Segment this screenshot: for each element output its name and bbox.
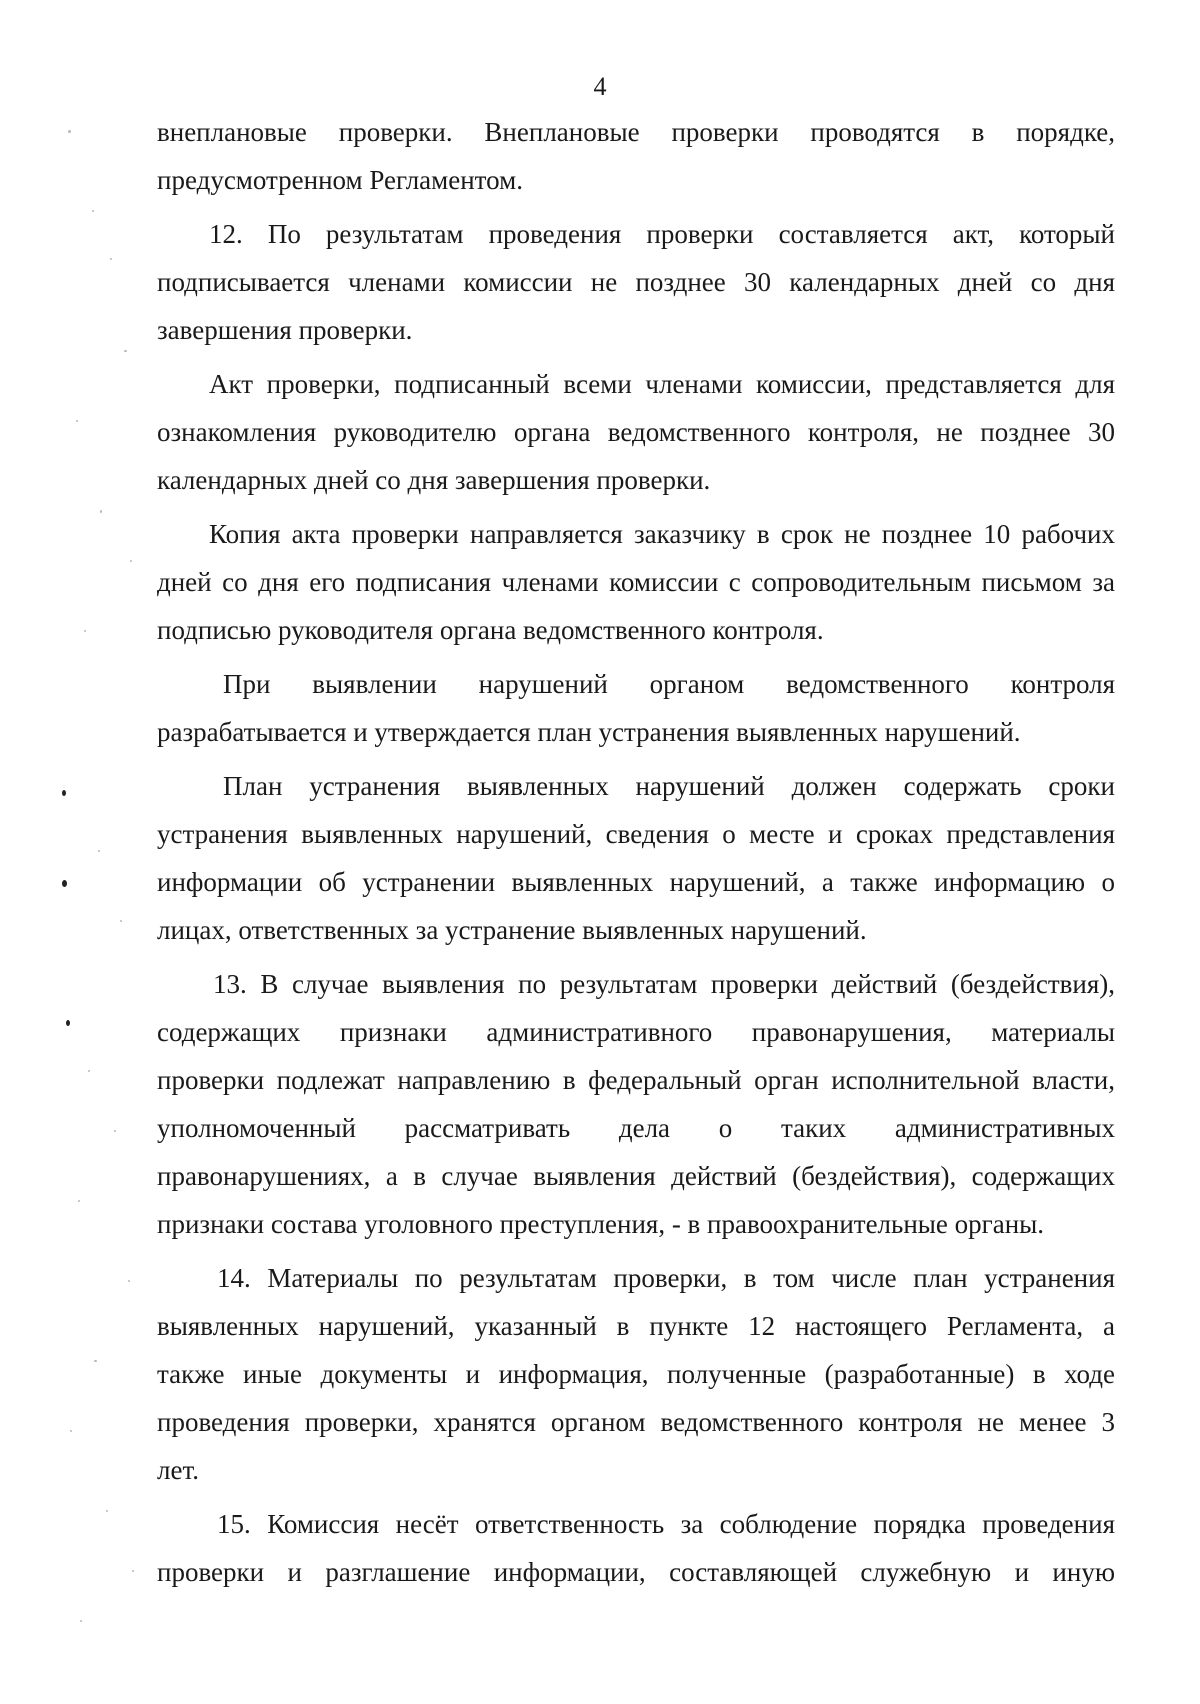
text-line: разрабатывается и утверждается план устранения выявленных нарушений. — [157, 717, 1021, 747]
text-line: 14. Материалы по результатам проверки, в том числе план устранения — [217, 1263, 1115, 1293]
text-line: внеплановые проверки. Внеплановые проверки проводятся в порядке, — [157, 117, 1115, 147]
text-line: проведения проверки, хранятся органом ведомственного контроля не менее 3 — [157, 1407, 1115, 1437]
paragraph-item-14 — [157, 1254, 1115, 1494]
text-line: Копия акта проверки направляется заказчику в срок не позднее 10 рабочих — [209, 519, 1115, 549]
paragraph-item-15 — [157, 1500, 1115, 1596]
page-number: 4 — [593, 72, 607, 101]
paragraph-continuation — [157, 108, 1115, 204]
text-line: лет. — [157, 1455, 199, 1485]
text-line: ознакомления руководителю органа ведомственного контроля, не позднее 30 — [157, 417, 1115, 447]
text-line: календарных дней со дня завершения проверки. — [157, 465, 711, 495]
text-line: содержащих признаки административного правонарушения, материалы — [157, 1017, 1115, 1047]
text-line: При выявлении нарушений органом ведомственного контроля — [223, 669, 1115, 699]
text-line: 12. По результатам проведения проверки составляется акт, который — [209, 219, 1115, 249]
text-line: признаки состава уголовного преступления, - в правоохранительные органы. — [157, 1209, 1045, 1239]
text-line: также иные документы и информация, полученные (разработанные) в ходе — [157, 1359, 1115, 1389]
text-line: устранения выявленных нарушений, сведения о месте и сроках представления — [157, 819, 1115, 849]
paragraph-act-copy — [157, 510, 1115, 654]
paragraph-plan-contents — [157, 762, 1115, 954]
text-line: завершения проверки. — [157, 315, 413, 345]
paragraph-item-13 — [157, 960, 1115, 1248]
paragraph-violations-plan — [157, 660, 1115, 756]
text-line: 15. Комиссия несёт ответственность за соблюдение порядка проведения — [217, 1509, 1115, 1539]
text-line: информации об устранении выявленных нарушений, а также информацию о — [157, 867, 1115, 897]
text-line: правонарушениях, а в случае выявления действий (бездействия), содержащих — [157, 1161, 1115, 1191]
paragraph-item-12 — [157, 210, 1115, 354]
text-line: дней со дня его подписания членами комиссии с сопроводительным письмом за — [157, 567, 1115, 597]
text-line: 13. В случае выявления по результатам проверки действий (бездействия), — [213, 969, 1115, 999]
text-line: подписью руководителя органа ведомственного контроля. — [157, 615, 824, 645]
text-line: уполномоченный рассматривать дела о таких административных — [157, 1113, 1115, 1143]
text-line: выявленных нарушений, указанный в пункте 12 настоящего Регламента, а — [157, 1311, 1115, 1341]
scan-margin-artifacts — [40, 90, 150, 1650]
text-line: подписывается членами комиссии не позднее 30 календарных дней со дня — [157, 267, 1115, 297]
document-body — [157, 108, 1115, 1596]
text-line: проверки подлежат направлению в федеральный орган исполнительной власти, — [157, 1065, 1115, 1095]
text-line: лицах, ответственных за устранение выявленных нарушений. — [157, 915, 867, 945]
text-line: План устранения выявленных нарушений должен содержать сроки — [223, 771, 1115, 801]
text-line: Акт проверки, подписанный всеми членами комиссии, представляется для — [209, 369, 1115, 399]
text-line: предусмотренном Регламентом. — [157, 165, 523, 195]
text-line: проверки и разглашение информации, составляющей служебную и иную — [157, 1557, 1115, 1587]
paragraph-act-signing — [157, 360, 1115, 504]
